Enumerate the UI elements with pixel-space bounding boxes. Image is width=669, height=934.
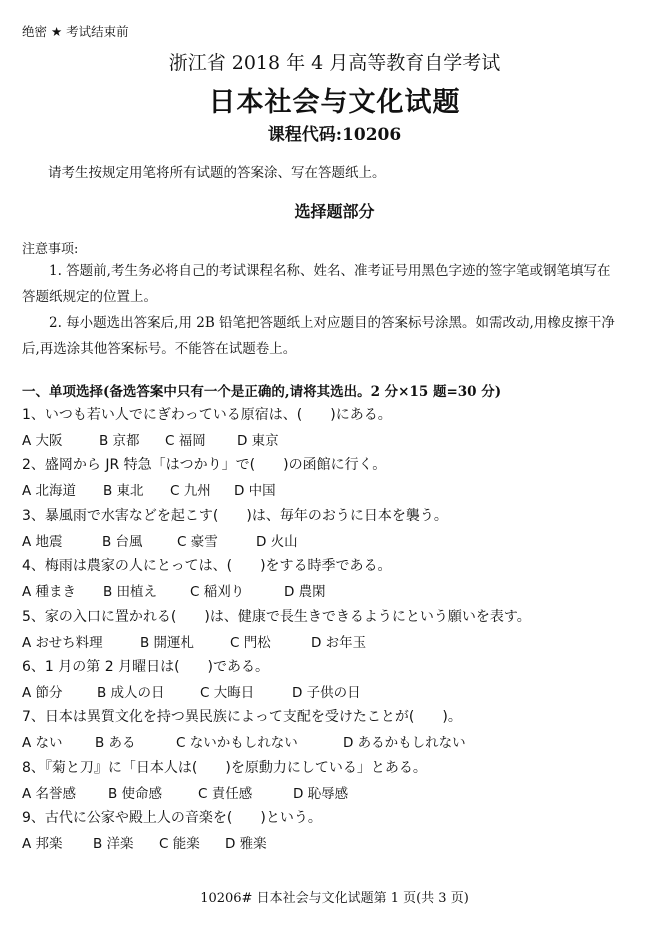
answer-option: A 邦楽: [22, 836, 63, 853]
question-text: 4、梅雨は農家の人にとっては、( )をする時季である。: [22, 558, 392, 575]
question-text: 6、1 月の第 2 月曜日は( )である。: [22, 659, 269, 675]
answer-option: D 恥辱感: [293, 785, 349, 802]
instruction: 请考生按规定用笔将所有试题的答案涂、写在答题纸上。: [48, 165, 386, 181]
answer-option: C 大晦日: [200, 685, 255, 701]
answer-option: D あるかもしれない: [343, 735, 466, 752]
answer-option: D 農閑: [284, 584, 326, 601]
answer-option: A 名誉感: [22, 785, 77, 802]
answer-option: C 責任感: [198, 785, 253, 802]
answer-option: C 稲刈り: [190, 584, 245, 601]
answer-option: B ある: [95, 735, 136, 752]
answer-option: B 田植え: [103, 584, 158, 601]
page-footer: 10206# 日本社会与文化试题第 1 页(共 3 页): [200, 891, 469, 906]
notice-heading: 注意事项:: [22, 242, 79, 257]
answer-option: B 東北: [103, 483, 144, 500]
answer-option: B 洋楽: [93, 836, 134, 853]
answer-option: A ない: [22, 735, 63, 752]
answer-option: A 北海道: [22, 483, 77, 500]
answer-option: B 開運札: [140, 634, 195, 651]
question-text: 2、盛岡から JR 特急「はつかり」で( )の函館に行く。: [22, 457, 387, 474]
question-text: 7、日本は異質文化を持つ異民族によって支配を受けたことが( )。: [22, 709, 462, 726]
answer-option: D お年玉: [311, 634, 367, 651]
answer-option: C 門松: [230, 634, 271, 651]
secret-label: 绝密 ★ 考试结束前: [22, 24, 129, 39]
answer-option: B 京都: [99, 433, 140, 449]
course-code: 课程代码:10206: [267, 125, 402, 145]
answer-option: B 台風: [102, 533, 143, 550]
answer-option: D 東京: [237, 433, 279, 449]
answer-option: B 使命感: [108, 785, 163, 802]
notice-item: 2. 每小题选出答案后,用 2B 铅笔把答题纸上对应题目的答案标号涂黑。如需改动,用橡皮擦干净后,再选涂其他答案标号。不能答在试题卷上。: [22, 315, 615, 357]
answer-option: C ないかもしれない: [176, 735, 298, 752]
answer-option: A 大阪: [22, 433, 63, 449]
answer-option: C 福岡: [165, 433, 206, 449]
answer-option: A 節分: [22, 685, 63, 701]
answer-option: D 子供の日: [292, 685, 361, 701]
question-text: 5、家の入口に置かれる( )は、健康で長生きできるようにという願いを表す。: [22, 608, 531, 625]
answer-option: A 種まき: [22, 584, 77, 601]
exam-name: 浙江省 2018 年 4 月高等教育自学考试: [168, 52, 501, 74]
question-text: 1、いつも若い人でにぎわっている原宿は、( )にある。: [22, 407, 392, 423]
answer-option: C 能楽: [159, 836, 200, 853]
question-text: 3、暴風雨で水害などを起こす( )は、毎年のおうに日本を襲う。: [22, 507, 448, 524]
answer-option: C 九州: [170, 483, 211, 500]
answer-option: B 成人の日: [97, 685, 165, 701]
page-title: 日本社会与文化试题: [208, 87, 461, 118]
notice-item: 1. 答题前,考生务必将自己的考试课程名称、姓名、准考证号用黑色字迹的签字笔或钢笔填写在答题纸规定的位置上。: [22, 263, 611, 305]
section-title: 选择题部分: [294, 202, 375, 221]
answer-option: D 中国: [234, 483, 276, 500]
part-heading: 一、单项选择(备选答案中只有一个是正确的,请将其选出。2 分×15 题=30 分): [22, 384, 502, 400]
answer-option: C 豪雪: [177, 533, 218, 550]
answer-option: A 地震: [22, 533, 63, 550]
answer-option: D 雅楽: [225, 836, 267, 853]
question-text: 8、『菊と刀』に「日本人は( )を原動力にしている」とある。: [22, 759, 427, 776]
question-text: 9、古代に公家や殿上人の音楽を( )という。: [22, 810, 322, 827]
answer-option: A おせち料理: [22, 634, 103, 651]
answer-option: D 火山: [256, 533, 298, 550]
